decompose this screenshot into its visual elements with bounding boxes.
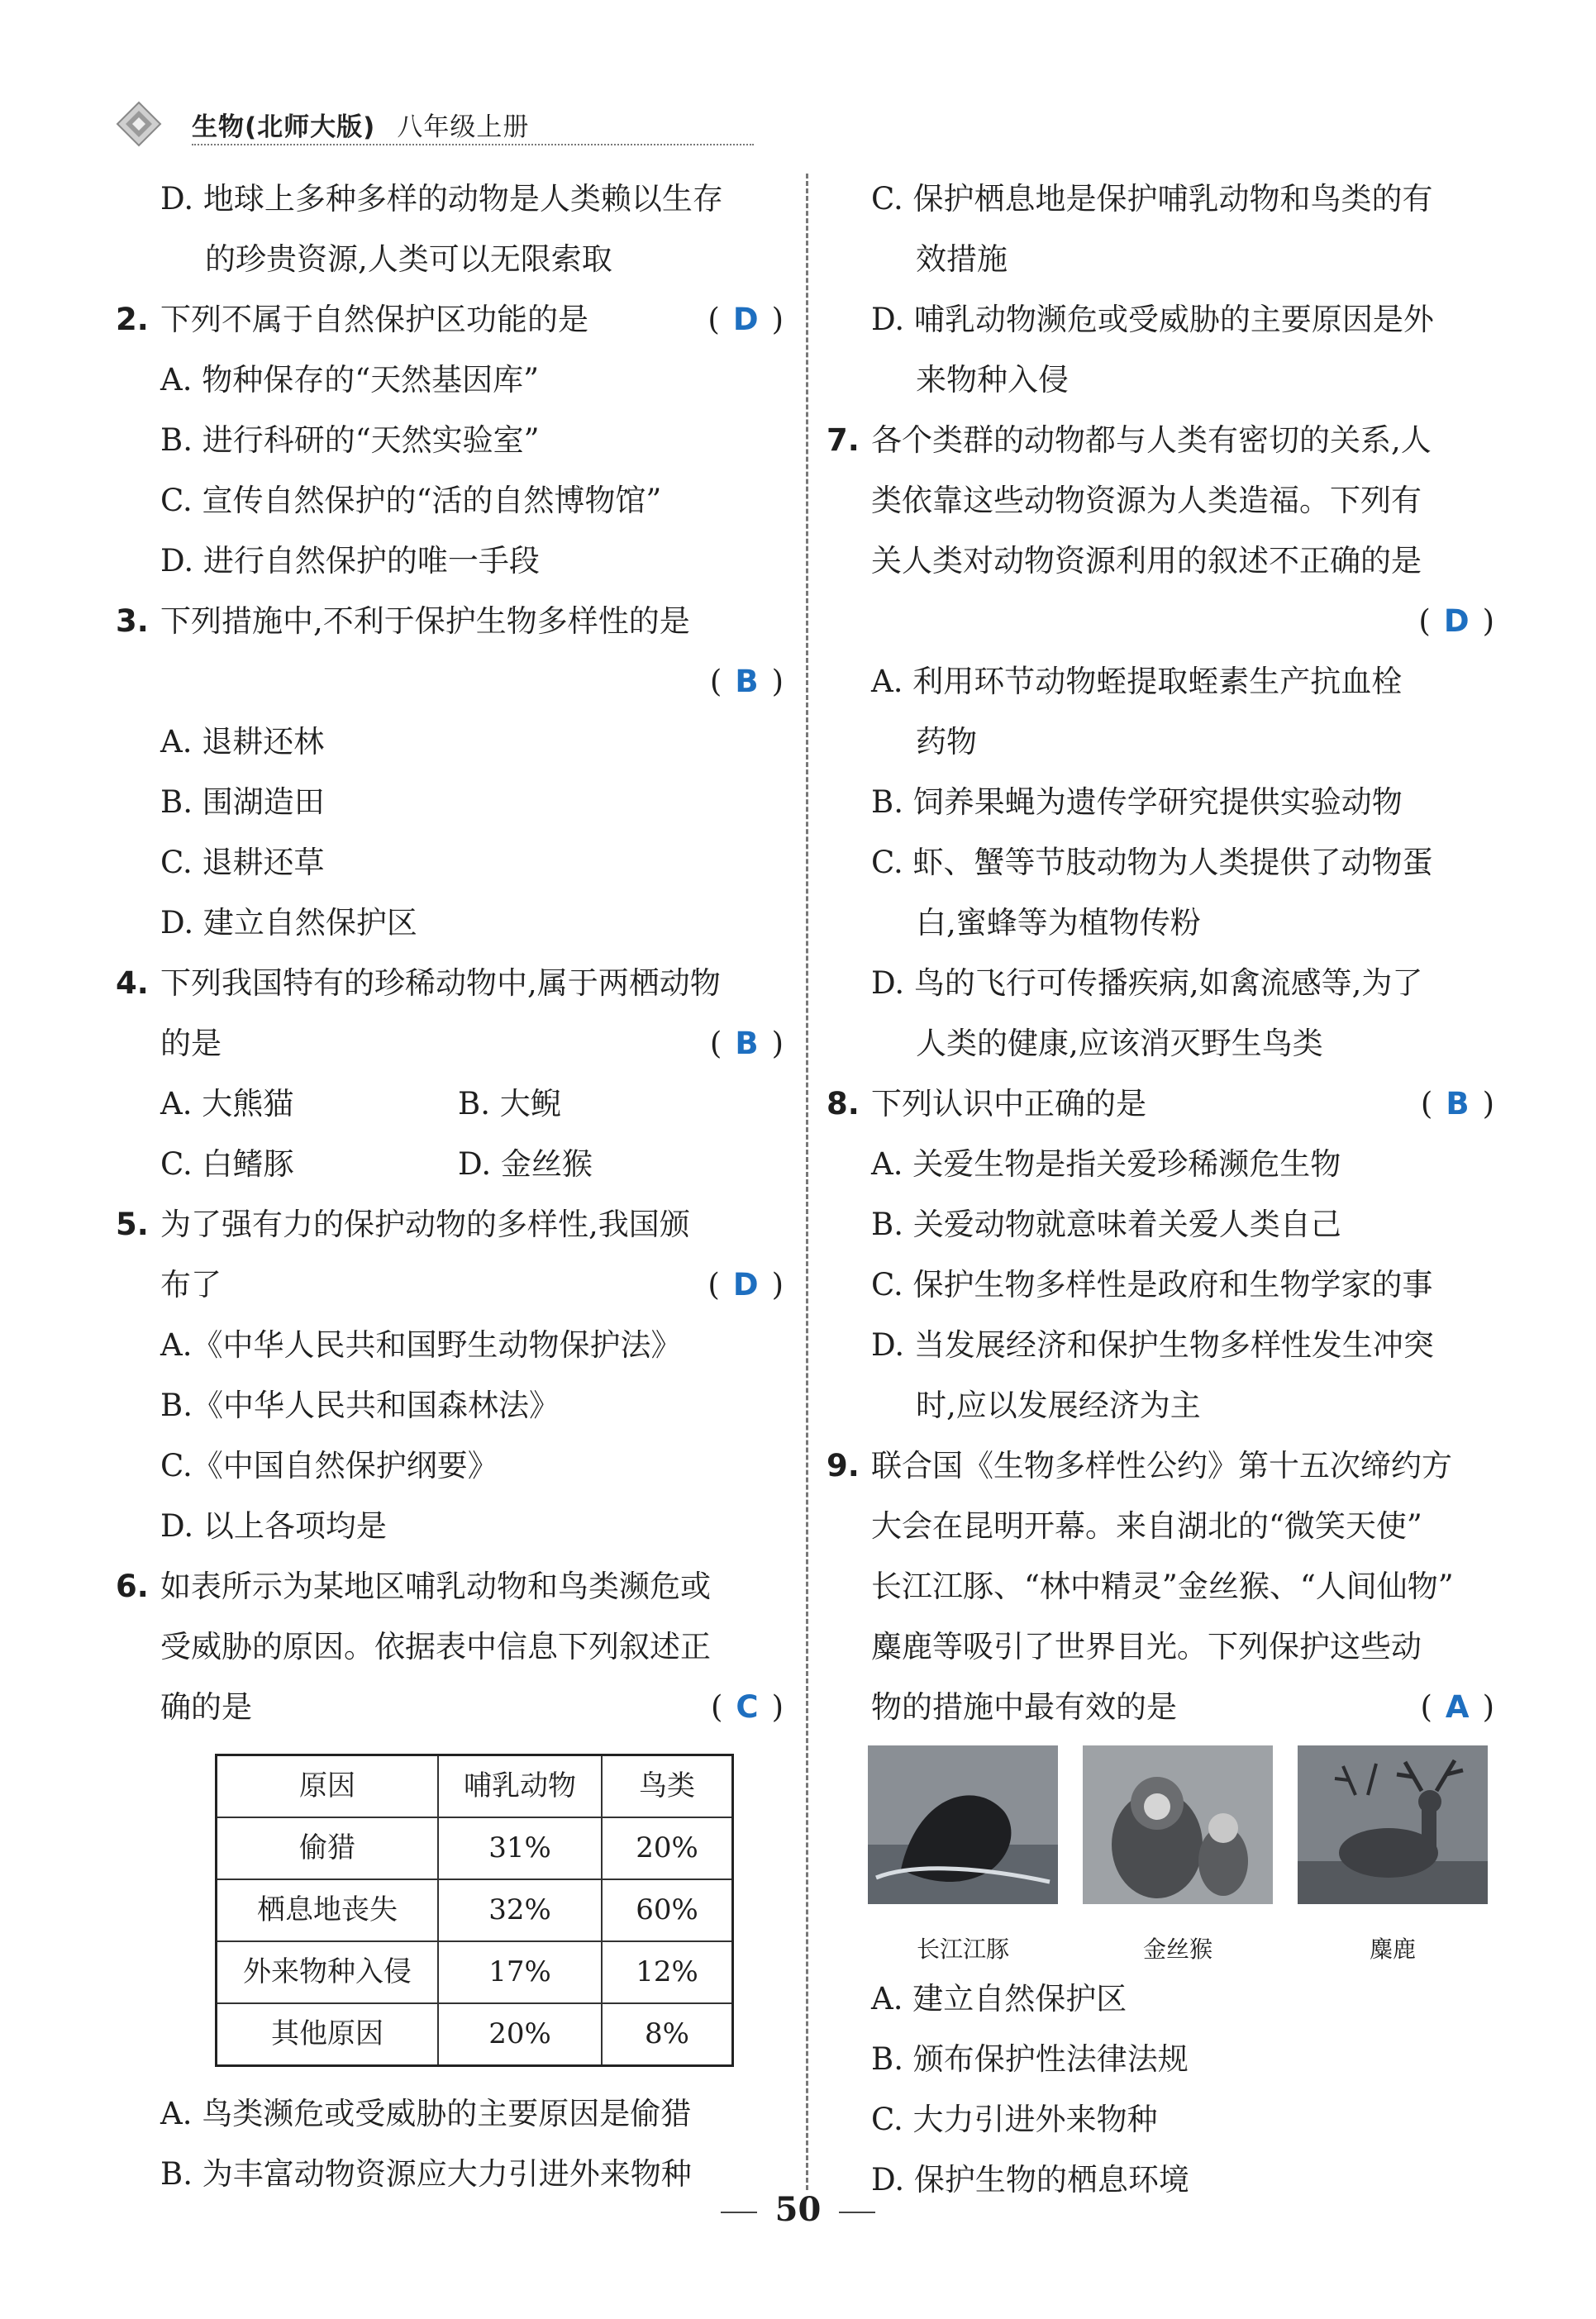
q9-option-c: C. 大力引进外来物种 xyxy=(871,2102,1158,2137)
animal-photos xyxy=(827,1745,1496,1969)
question-9-cont2: 长江江豚、“林中精灵”金丝猴、“人间仙物” xyxy=(871,1569,1454,1604)
q9-option-d: D. 保护生物的栖息环境 xyxy=(871,2162,1189,2198)
page-number-value: 50 xyxy=(774,2190,822,2229)
table-cell: 20% xyxy=(438,2003,602,2066)
question-7-cont: 类依靠这些动物资源为人类造福。下列有 xyxy=(871,483,1422,518)
question-stem: 各个类群的动物都与人类有密切的关系,人 xyxy=(871,422,1432,458)
answer-box: ( D ) xyxy=(707,302,785,337)
answer-box: ( B ) xyxy=(1420,1086,1496,1121)
question-4-cont xyxy=(116,1013,785,1074)
q4-option-c: C. 白鳍豚 xyxy=(160,1146,294,1182)
answer-letter: A xyxy=(1445,1689,1471,1725)
question-stem-cont: 确的是 xyxy=(160,1689,252,1725)
question-5-cont xyxy=(116,1255,785,1315)
q1-option-d-line1: D. 地球上多种多样的动物是人类赖以生存 xyxy=(160,181,723,217)
q2-option-d: D. 进行自然保护的唯一手段 xyxy=(160,543,540,579)
q4-options-ab xyxy=(116,1074,785,1134)
q5-option-d: D. 以上各项均是 xyxy=(160,1508,387,1544)
question-5 xyxy=(116,1194,785,1255)
q6-option-b: B. 为丰富动物资源应大力引进外来物种 xyxy=(160,2156,692,2192)
q7-option-b: B. 饲养果蝇为遗传学研究提供实验动物 xyxy=(871,784,1403,820)
table-cell: 外来物种入侵 xyxy=(217,1941,439,2003)
q8-option-d-line2: 时,应以发展经济为主 xyxy=(916,1388,1201,1423)
table-header: 哺乳动物 xyxy=(438,1755,602,1818)
q8-option-a: A. 关爱生物是指关爱珍稀濒危生物 xyxy=(871,1146,1341,1182)
question-stem: 联合国《生物多样性公约》第十五次缔约方 xyxy=(871,1448,1452,1483)
question-2 xyxy=(116,289,785,350)
q8-option-d-line1: D. 当发展经济和保护生物多样性发生冲突 xyxy=(871,1327,1434,1363)
q4-option-b: B. 大鲵 xyxy=(458,1086,561,1121)
q4-option-d: D. 金丝猴 xyxy=(458,1146,593,1182)
caption-deer: 麋鹿 xyxy=(1369,1936,1416,1963)
q9-option-b: B. 颁布保护性法律法规 xyxy=(871,2041,1189,2077)
q3-option-a: A. 退耕还林 xyxy=(160,724,325,760)
table-row xyxy=(217,1879,733,1941)
porpoise-icon xyxy=(868,1745,1058,1904)
table-header: 原因 xyxy=(217,1755,439,1818)
table-cell: 31% xyxy=(438,1817,602,1879)
question-number: 6. xyxy=(116,1569,149,1604)
monkey-icon xyxy=(1083,1745,1273,1904)
q7-answer-line xyxy=(827,591,1496,651)
table-cell: 17% xyxy=(438,1941,602,2003)
answer-letter: D xyxy=(732,302,760,337)
question-stem: 下列我国特有的珍稀动物中,属于两栖动物 xyxy=(160,965,721,1001)
answer-letter: B xyxy=(735,664,760,699)
question-9-cont3: 麋鹿等吸引了世界目光。下列保护这些动 xyxy=(871,1629,1422,1664)
q7-option-d-line2: 人类的健康,应该消灭野生鸟类 xyxy=(916,1026,1323,1061)
golden-monkey-photo xyxy=(1083,1745,1273,1904)
question-number: 2. xyxy=(116,302,149,337)
table-cell: 偷猎 xyxy=(217,1817,439,1879)
q2-option-c: C. 宣传自然保护的“活的自然博物馆” xyxy=(160,483,662,518)
question-number: 8. xyxy=(827,1086,860,1121)
header-subject: 生物(北师大版) xyxy=(192,112,376,142)
diamond-logo-icon xyxy=(116,101,162,147)
question-stem-cont: 布了 xyxy=(160,1267,222,1302)
question-9 xyxy=(827,1436,1496,1496)
q3-answer-line xyxy=(116,651,785,712)
q4-options-cd xyxy=(116,1134,785,1194)
q8-option-b: B. 关爱动物就意味着关爱人类自己 xyxy=(871,1207,1341,1242)
answer-box: ( A ) xyxy=(1420,1689,1496,1725)
page-number-dash-right xyxy=(839,2212,875,2213)
question-6 xyxy=(116,1556,785,1617)
q7-option-d-line1: D. 鸟的飞行可传播疾病,如禽流感等,为了 xyxy=(871,965,1423,1001)
table-cell: 栖息地丧失 xyxy=(217,1879,439,1941)
question-stem-cont: 的是 xyxy=(160,1026,222,1061)
column-divider xyxy=(806,174,808,2190)
question-number: 7. xyxy=(827,422,860,458)
q5-option-a: A.《中华人民共和国野生动物保护法》 xyxy=(160,1327,682,1363)
page-number xyxy=(0,2190,1596,2229)
table-cell: 其他原因 xyxy=(217,2003,439,2066)
q1-option-d-line2: 的珍贵资源,人类可以无限索取 xyxy=(205,241,612,277)
table-cell: 8% xyxy=(602,2003,733,2066)
header-title xyxy=(192,106,529,143)
q6-option-d-line1: D. 哺乳动物濒危或受威胁的主要原因是外 xyxy=(871,302,1434,337)
table-row xyxy=(217,1941,733,2003)
threat-table xyxy=(215,1754,734,2067)
table-cell: 12% xyxy=(602,1941,733,2003)
table-header: 鸟类 xyxy=(602,1755,733,1818)
q7-option-a-line2: 药物 xyxy=(916,724,977,760)
pere-davids-deer-photo xyxy=(1298,1745,1488,1904)
question-number: 4. xyxy=(116,965,149,1001)
question-stem-cont: 物的措施中最有效的是 xyxy=(871,1689,1177,1725)
q3-option-d: D. 建立自然保护区 xyxy=(160,905,417,940)
caption-monkey: 金丝猴 xyxy=(1142,1936,1212,1963)
question-stem: 如表所示为某地区哺乳动物和鸟类濒危或 xyxy=(160,1569,711,1604)
q3-option-b: B. 围湖造田 xyxy=(160,784,325,820)
q2-option-b: B. 进行科研的“天然实验室” xyxy=(160,422,540,458)
left-column xyxy=(116,169,785,2204)
deer-icon xyxy=(1298,1745,1488,1904)
table-row xyxy=(217,1817,733,1879)
finless-porpoise-photo xyxy=(868,1745,1058,1904)
question-7-cont2: 关人类对动物资源利用的叙述不正确的是 xyxy=(871,543,1422,579)
question-9-cont: 大会在昆明开幕。来自湖北的“微笑天使” xyxy=(871,1508,1422,1544)
question-9-cont4 xyxy=(827,1677,1496,1737)
table-cell: 60% xyxy=(602,1879,733,1941)
q5-option-b: B.《中华人民共和国森林法》 xyxy=(160,1388,560,1423)
q7-option-c-line1: C. 虾、蟹等节肢动物为人类提供了动物蛋 xyxy=(871,845,1433,880)
answer-letter: B xyxy=(1446,1086,1471,1121)
question-6-cont: 受威胁的原因。依据表中信息下列叙述正 xyxy=(160,1629,711,1664)
table-cell: 32% xyxy=(438,1879,602,1941)
answer-letter: D xyxy=(732,1267,760,1302)
q6-option-a: A. 鸟类濒危或受威胁的主要原因是偷猎 xyxy=(160,2096,692,2131)
q5-option-c: C.《中国自然保护纲要》 xyxy=(160,1448,498,1483)
question-4 xyxy=(116,953,785,1013)
q7-option-a-line1: A. 利用环节动物蛭提取蛭素生产抗血栓 xyxy=(871,664,1403,699)
answer-box: ( D ) xyxy=(707,1267,785,1302)
header-grade: 八年级上册 xyxy=(397,112,530,142)
answer-box: ( C ) xyxy=(710,1689,785,1725)
table-row xyxy=(217,2003,733,2066)
answer-letter: C xyxy=(736,1689,760,1725)
header-rule xyxy=(192,144,754,145)
question-number: 9. xyxy=(827,1448,860,1483)
q6-option-c-line2: 效措施 xyxy=(916,241,1008,277)
q6-option-c-line1: C. 保护栖息地是保护哺乳动物和鸟类的有 xyxy=(871,181,1433,217)
question-6-cont2 xyxy=(116,1677,785,1737)
page-number-dash-left xyxy=(721,2212,757,2213)
question-stem: 下列不属于自然保护区功能的是 xyxy=(160,302,588,337)
question-stem: 下列措施中,不利于保护生物多样性的是 xyxy=(160,603,690,639)
question-stem: 下列认识中正确的是 xyxy=(871,1086,1146,1121)
q6-option-d-line2: 来物种入侵 xyxy=(916,362,1069,398)
question-3 xyxy=(116,591,785,651)
answer-box: ( B ) xyxy=(709,1026,785,1061)
q4-option-a: A. 大熊猫 xyxy=(160,1086,294,1121)
answer-box: ( B ) xyxy=(709,664,785,699)
q7-option-c-line2: 白,蜜蜂等为植物传粉 xyxy=(916,905,1201,940)
table-header-row xyxy=(217,1755,733,1818)
caption-porpoise: 长江江豚 xyxy=(916,1936,1009,1963)
question-8 xyxy=(827,1074,1496,1134)
question-stem: 为了强有力的保护动物的多样性,我国颁 xyxy=(160,1207,690,1242)
question-number: 3. xyxy=(116,603,149,639)
q3-option-c: C. 退耕还草 xyxy=(160,845,325,880)
answer-box: ( D ) xyxy=(1418,603,1496,639)
table-cell: 20% xyxy=(602,1817,733,1879)
q8-option-c: C. 保护生物多样性是政府和生物学家的事 xyxy=(871,1267,1433,1302)
answer-letter: D xyxy=(1443,603,1471,639)
question-7 xyxy=(827,410,1496,470)
q9-option-a: A. 建立自然保护区 xyxy=(871,1981,1127,2017)
right-column xyxy=(827,169,1496,2210)
page-header xyxy=(116,98,645,147)
question-number: 5. xyxy=(116,1207,149,1242)
q2-option-a: A. 物种保存的“天然基因库” xyxy=(160,362,540,398)
answer-letter: B xyxy=(735,1026,760,1061)
